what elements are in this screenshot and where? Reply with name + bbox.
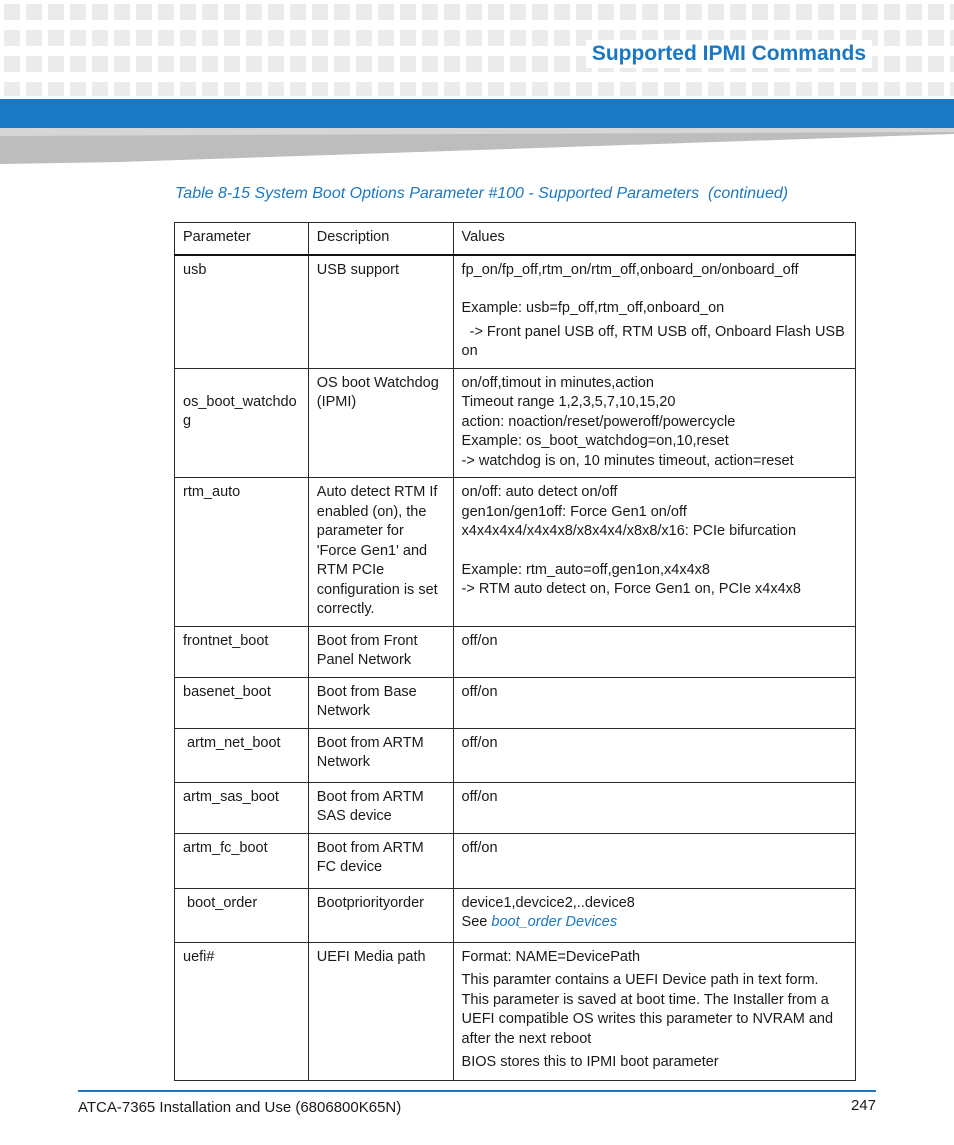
description-text: OS boot Watchdog (IPMI) <box>316 374 455 410</box>
table-row <box>175 833 856 888</box>
table-row <box>175 677 856 728</box>
description-cell: Boot from Front Panel Network <box>308 626 453 677</box>
table-row <box>175 782 856 833</box>
page-section-title: Supported IPMI Commands <box>586 40 872 68</box>
table-row <box>175 255 856 369</box>
value-paragraph: This paramter contains a UEFI Device path in text form. This parameter is saved at boot time. The Installer from a UEFI compatible OS writes this parameter to NVRAM and after the next reboot <box>461 972 838 1047</box>
values-cell: off/on <box>453 728 855 782</box>
parameters-table <box>174 222 856 1081</box>
value-line: fp_on/fp_off,rtm_on/rtm_off,onboard_on/onboard_off <box>461 261 799 278</box>
value-line: Example: os_boot_watchdog=on,10,reset <box>461 433 729 449</box>
table-row <box>175 888 856 942</box>
values-cell: off/on <box>453 782 855 833</box>
table-row <box>175 368 856 478</box>
value-line: on/off: auto detect on/off <box>461 484 618 500</box>
value-paragraph: BIOS stores this to IPMI boot parameter <box>461 1054 719 1070</box>
parameter-cell: uefi# <box>175 942 309 1080</box>
parameter-cell: artm_sas_boot <box>175 782 309 833</box>
value-line: device1,devcice2,..device8 <box>461 894 635 911</box>
values-cell: off/on <box>453 626 855 677</box>
description-cell: Auto detect RTM If enabled (on), the parameter for 'Force Gen1' and RTM PCIe configuration is set correctly. <box>308 478 453 627</box>
value-line: Format: NAME=DevicePath <box>461 948 641 965</box>
table-row <box>175 478 856 627</box>
parameter-cell: rtm_auto <box>175 478 309 627</box>
values-cell <box>453 888 855 942</box>
table-row <box>175 626 856 677</box>
table-header-row <box>175 223 856 255</box>
description-cell: Boot from ARTM Network <box>308 728 453 782</box>
value-line: action: noaction/reset/poweroff/powercycle <box>461 413 736 430</box>
see-prefix: See <box>461 914 492 930</box>
value-line: -> Front panel USB off, RTM USB off, Onboard Flash USB on <box>461 323 849 359</box>
description-cell: Boot from ARTM SAS device <box>308 782 453 833</box>
value-line: on/off,timout in minutes,action <box>461 374 654 391</box>
value-line: -> watchdog is on, 10 minutes timeout, action=reset <box>461 452 794 469</box>
parameter-cell: artm_fc_boot <box>175 833 309 888</box>
values-cell <box>453 942 855 1080</box>
description-cell: Boot from ARTM FC device <box>308 833 453 888</box>
column-header-description: Description <box>308 223 453 255</box>
description-cell <box>308 368 453 478</box>
header-blue-bar <box>0 99 954 128</box>
footer-rule <box>78 1090 876 1092</box>
parameter-cell: artm_net_boot <box>175 728 309 782</box>
value-line: gen1on/gen1off: Force Gen1 on/off <box>461 503 687 520</box>
boot-order-devices-link[interactable]: boot_order Devices <box>491 914 618 930</box>
column-header-parameter: Parameter <box>175 223 309 255</box>
values-cell: off/on <box>453 833 855 888</box>
value-line: Example: rtm_auto=off,gen1on,x4x4x8 <box>461 561 710 578</box>
values-cell <box>453 478 855 627</box>
value-line: Timeout range 1,2,3,5,7,10,15,20 <box>461 394 676 410</box>
parameter-cell: boot_order <box>175 888 309 942</box>
description-cell: UEFI Media path <box>308 942 453 1080</box>
footer-page-number: 247 <box>850 1097 876 1114</box>
description-cell: Boot from Base Network <box>308 677 453 728</box>
parameter-cell: frontnet_boot <box>175 626 309 677</box>
see-reference <box>462 913 847 933</box>
values-cell: off/on <box>453 677 855 728</box>
table-row <box>175 942 856 1080</box>
value-line: -> RTM auto detect on, Force Gen1 on, PCIe x4x4x8 <box>461 581 801 597</box>
table-row <box>175 728 856 782</box>
description-cell: USB support <box>308 255 453 369</box>
header-gray-swoosh <box>0 128 954 164</box>
value-line: Example: usb=fp_off,rtm_off,onboard_on <box>461 300 725 316</box>
parameter-cell: basenet_boot <box>175 677 309 728</box>
parameter-cell: os_boot_watchdog <box>175 368 309 478</box>
parameter-cell: usb <box>175 255 309 369</box>
footer-document-title: ATCA-7365 Installation and Use (6806800K65N) <box>78 1099 402 1116</box>
table-caption: Table 8-15 System Boot Options Parameter #100 - Supported Parameters (continued) <box>175 185 789 202</box>
values-cell <box>453 255 855 369</box>
values-cell <box>453 368 855 478</box>
column-header-values: Values <box>453 223 855 255</box>
description-cell: Bootpriorityorder <box>308 888 453 942</box>
value-line: x4x4x4x4/x4x4x8/x8x4x4/x8x8/x16: PCIe bifurcation <box>461 523 797 539</box>
